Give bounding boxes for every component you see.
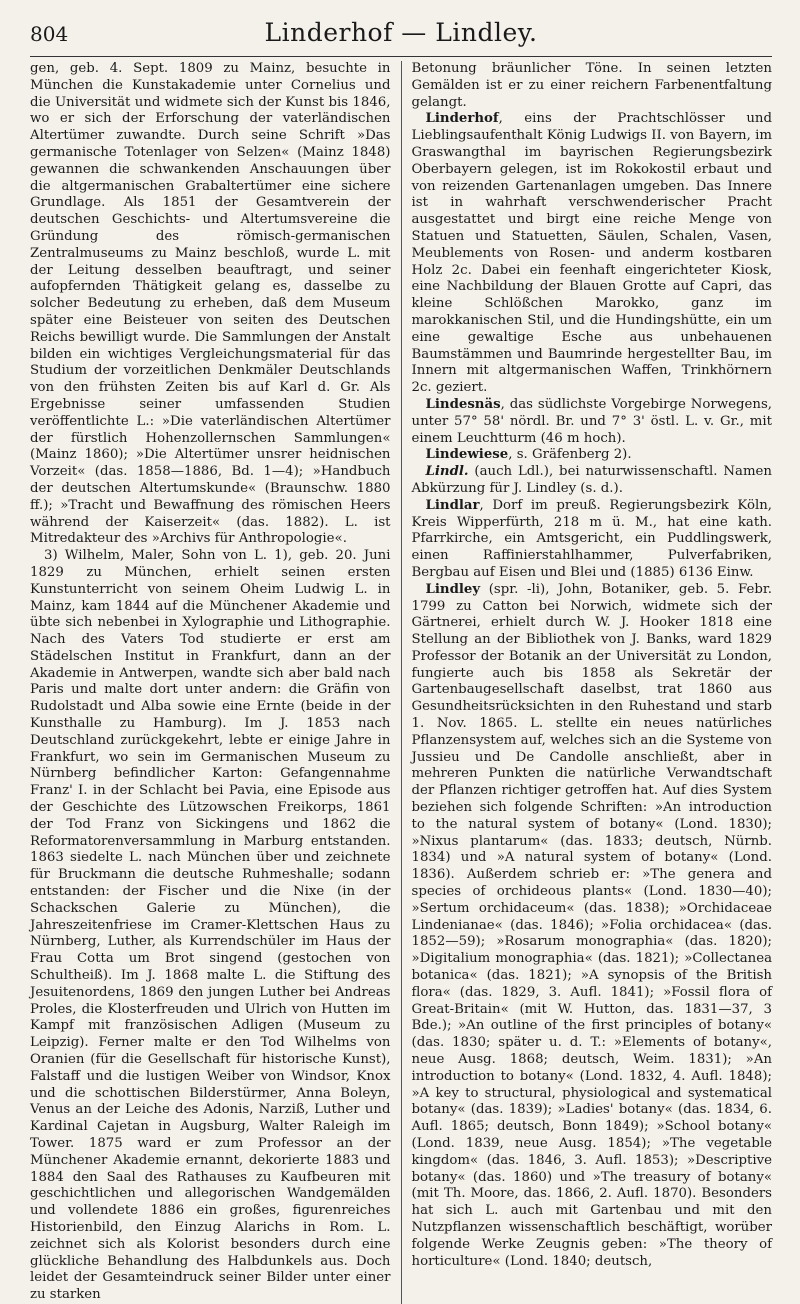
page-header bbox=[30, 16, 772, 57]
entry-headword: Lindlar bbox=[425, 497, 480, 513]
entry-headword: Lindley bbox=[425, 581, 481, 597]
entry-paragraph bbox=[412, 61, 773, 111]
right-column bbox=[402, 61, 773, 1304]
entry-text: , Dorf im preuß. Regierungsbezirk Köln, Kreis Wipperfürth, 218 m ü. M., hat eine kath. Pfarrkirche, ein Amtsgericht, ein Puddlingswerk, einen Raffinierstahlhammer, Pulverfabriken, Bergbau auf Eisen und Blei und (1885) 6136 Einw. bbox=[411, 497, 772, 580]
entry-paragraph bbox=[412, 111, 773, 397]
entry-paragraph bbox=[412, 464, 773, 498]
entry-paragraph bbox=[412, 447, 773, 464]
entry-text: , eins der Prachtschlösser und Lieblingsaufenthalt König Ludwigs II. von Bayern, im Graswangthal im bayrischen Regierungsbezirk Oberbayern gelegen, ist im Rokokostil erbaut und von reizenden Gartenanlagen umgeben. Das Innere ist in wahrhaft verschwenderischer Pracht ausgestattet und birgt eine reiche Menge von Statuen und Statuetten, Säulen, Schalen, Vasen, Meublements von Rosen- und anderm kostbaren Holz 2c. Dabei ein feenhaft eingerichteter Kiosk, eine Nachbildung der Blauen Grotte auf Capri, das kleine Schlößchen Marokko, ganz im marokkanischen Stil, und die Hundingshütte, ein um eine gewaltige Esche aus unbehauenen Baumstämmen und Baumrinde hergestellter Bau, im Innern mit altgermanischen Waffen, Trinkhörnern 2c. geziert. bbox=[411, 111, 772, 396]
left-column bbox=[30, 61, 402, 1304]
entry-text: gen, geb. 4. Sept. 1809 zu Mainz, besuchte in München die Kunstakademie unter Cornelius und die Universität und widmete sich der Kunst bis 1846, wo er sich der Erforschung der vaterländischen Altertümer zuwandte. Durch seine Schrift »Das germanische Totenlager von Selzen« (Mainz 1848) gewannen die schwankenden Anschauungen über die altgermanischen Grabaltertümer eine sichere Grundlage. Als 1851 der Gesamtverein der deutschen Geschichts- und Altertumsvereine die Gründung des römisch-germanischen Zentralmuseums zu Mainz beschloß, wurde L. mit der Leitung desselben beauftragt, und seiner aufopfernden Thätigkeit gelang es, dasselbe zu solcher Bedeutung zu erheben, daß dem Museum später eine Beisteuer von seiten des Deutschen Reichs bewilligt wurde. Die Sammlungen der Anstalt bilden ein wichtiges Vergleichungsmaterial für das Studium der vorzeitlichen Denkmäler Deutschlands von den frühsten Zeiten bis auf Karl d. Gr. Als Ergebnisse seiner umfassenden Studien veröffentlichte L.: »Die vaterländischen Altertümer der fürstlich Hohenzollernschen Sammlungen« (Mainz 1860); »Die Altertümer unsrer heidnischen Vorzeit« (das. 1858—1886, Bd. 1—4); »Handbuch der deutschen Altertumskunde« (Braunschw. 1880 ff.); »Tracht und Bewaffnung des römischen Heers während der Kaiserzeit« (das. 1882). L. ist Mitredakteur des »Archivs für Anthropologie«. bbox=[30, 61, 391, 547]
entry-paragraph bbox=[30, 548, 391, 1304]
running-title: Linderhof — Lindley. bbox=[264, 18, 538, 47]
entry-headword: Lindl. bbox=[425, 464, 469, 480]
entry-text: Betonung bräunlicher Töne. In seinen letzten Gemälden ist er zu einer reichern Farbenentfaltung gelangt. bbox=[411, 61, 772, 110]
entry-text: , das südlichste Vorgebirge Norwegens, unter 57° 58' nördl. Br. und 7° 3' östl. L. v. Gr., mit einem Leuchtturm (46 m hoch). bbox=[411, 396, 772, 446]
entry-headword: Lindewiese bbox=[425, 447, 509, 463]
entry-text: 3) Wilhelm, Maler, Sohn von L. 1), geb. 20. Juni 1829 zu München, erhielt seinen ersten Kunstunterricht von seinem Oheim Ludwig L. in Mainz, kam 1844 auf die Münchener Akademie und übte sich nebenbei in Xylographie und Lithographie. Nach des Vaters Tod studierte er erst am Städelschen Institut in Frankfurt, dann an der Akademie in Antwerpen, wandte sich aber bald nach Paris und malte dort unter andern: die Gräfin von Rudolstadt und Alba sowie eine Ernte (beide in der Kunsthalle zu Hamburg). Im J. 1853 nach Deutschland zurückgekehrt, lebte er einige Jahre in Frankfurt, wo sein im Germanischen Museum zu Nürnberg befindlicher Karton: Gefangennahme Franz' I. in der Schlacht bei Pavia, eine Episode aus der Geschichte des Lützowschen Freikorps, 1861 der Tod Franz von Sickingens und 1862 die Reformatorenversammlung in Marburg entstanden. 1863 siedelte L. nach München über und zeichnete für Bruckmann die deutsche Ruhmeshalle; sodann entstanden: der Fischer und die Nixe (in der Schackschen Galerie zu München), die Jahreszeitenfriese im Cramer-Klettschen Haus zu Nürnberg, Luther, als Kurrendschüler im Haus der Frau Cotta um Brot singend (gestochen von Schultheiß). Im J. 1868 malte L. die Stiftung des Jesuitenordens, 1869 den jungen Luther bei Andreas Proles, die Klosterfreuden und Ulrich von Hutten im Kampf mit französischen Adligen (Museum zu Leipzig). Ferner malte er den Tod Wilhelms von Oranien (für die Gesellschaft für historische Kunst), Falstaff und die lustigen Weiber von Windsor, Knox und die schottischen Bilderstürmer, Anna Boleyn, Venus an der Leiche des Adonis, Narziß, Luther und Kardinal Cajetan in Augsburg, Walter Raleigh im Tower. 1875 ward er zum Professor an der Münchener Akademie ernannt, dekorierte 1883 und 1884 den Saal des Rathauses zu Kaufbeuren mit geschichtlichen und allegorischen Wandgemälden und vollendete 1886 ein großes, figurenreiches Historienbild, den Einzug Alarichs in Rom. L. zeichnet sich als Kolorist besonders durch eine glückliche Behandlung des Halbdunkels aus. Doch leidet der Gesamteindruck seiner Bilder unter einer zu starken bbox=[30, 548, 391, 1303]
entry-paragraph bbox=[412, 397, 773, 447]
entry-text: (auch Ldl.), bei naturwissenschaftl. Namen Abkürzung für J. Lindley (s. d.). bbox=[411, 464, 772, 496]
entry-headword: Lindesnäs bbox=[425, 396, 501, 412]
entry-text: (spr. -li), John, Botaniker, geb. 5. Febr. 1799 zu Catton bei Norwich, widmete sich der Gärtnerei, erhielt durch W. J. Hooker 1818 eine Stellung an der Bibliothek von J. Banks, ward 1829 Professor der Botanik an der Universität zu London, fungierte auch bis 1858 als Sekretär der Gartenbaugesellschaft daselbst, trat 1860 aus Gesundheitsrücksichten in den Ruhestand und starb 1. Nov. 1865. L. stellte ein neues natürliches Pflanzensystem auf, welches sich an die Systeme von Jussieu und De Candolle anschließt, aber in mehreren Punkten die natürliche Verwandtschaft der Pflanzen richtiger getroffen hat. Auf dies System beziehen sich folgende Schriften: »An introduction to the natural system of botany« (Lond. 1830); »Nixus plantarum« (das. 1833; deutsch, Nürnb. 1834) und »A natural system of botany« (Lond. 1836). Außerdem schrieb er: »The genera and species of orchideous plants« (Lond. 1830—40); »Sertum orchidaceum« (das. 1838); »Orchidaceae Lindenianae« (das. 1846); »Folia orchidacea« (das. 1852—59); »Rosarum monographia« (das. 1820); »Digitalium monographia« (das. 1821); »Collectanea botanica« (das. 1821); »A synopsis of the British flora« (das. 1829, 3. Aufl. 1841); »Fossil flora of Great-Britain« (mit W. Hutton, das. 1831—37, 3 Bde.); »An outline of the first principles of botany« (das. 1830; später u. d. T.: »Elements of botany«, neue Ausg. 1868; deutsch, Weim. 1831); »An introduction to botany« (Lond. 1832, 4. Aufl. 1848); »A key to structural, physiological and systematical botany« (das. 1839); »Ladies' botany« (das. 1834, 6. Aufl. 1865; deutsch, Bonn 1849); »School botany« (Lond. 1839, neue Ausg. 1854); »The vegetable kingdom« (das. 1846, 3. Aufl. 1853); »Descriptive botany« (das. 1860) und »The treasury of botany« (mit Th. Moore, das. 1866, 2. Aufl. 1870). Besonders hat sich L. auch mit Gartenbau und mit den Nutzpflanzen wissenschaftlich beschäftigt, worüber folgende Werke Zeugnis geben: »The theory of horticulture« (Lond. 1840; deutsch, bbox=[411, 581, 772, 1269]
entry-paragraph bbox=[412, 582, 773, 1271]
entry-paragraph bbox=[412, 498, 773, 582]
entry-paragraph bbox=[30, 61, 391, 548]
entry-headword: Linderhof bbox=[425, 111, 499, 127]
text-columns bbox=[30, 61, 772, 1304]
page-number: 804 bbox=[30, 22, 69, 46]
entry-text: , s. Gräfenberg 2). bbox=[508, 447, 632, 463]
